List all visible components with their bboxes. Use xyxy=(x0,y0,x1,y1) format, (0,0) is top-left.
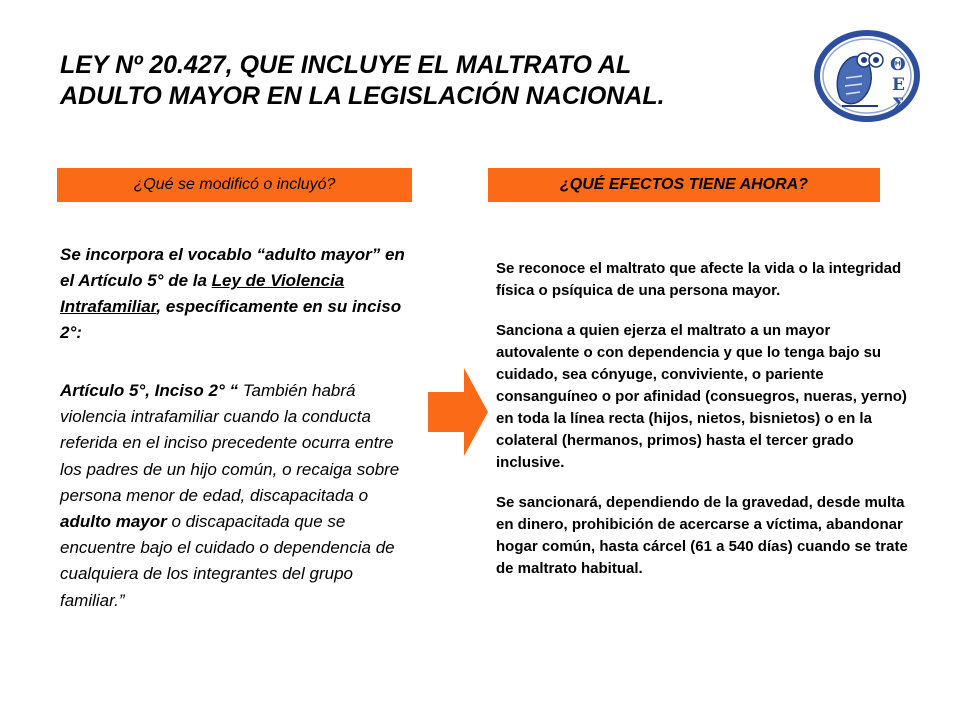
article-paragraph xyxy=(60,378,410,614)
left-header-text: ¿Qué se modificó o incluyó? xyxy=(133,176,336,193)
intro-text-2: , específicamente en su inciso 2°: xyxy=(60,297,402,342)
effect-item: Se sancionará, dependiendo de la gravedad, desde multa en dinero, prohibición de acercarse a víctima, abandonar hogar común, hasta cárcel (61 a 540 días) cuando se trate de maltrato habitual. xyxy=(496,494,908,577)
right-header-text: ¿QUÉ EFECTOS TIENE AHORA? xyxy=(559,176,808,193)
left-column-header xyxy=(57,168,412,202)
effects-list xyxy=(496,258,916,598)
right-arrow-icon xyxy=(428,368,488,456)
article-text-1: También habrá violencia intrafamiliar cuando la conducta referida en el inciso precedente ocurra entre los padres de un hijo común, o recaiga sobre persona menor de edad, discapacitada o xyxy=(60,381,400,505)
intro-paragraph xyxy=(60,242,410,346)
right-column-header xyxy=(488,168,880,202)
svg-text:Θ: Θ xyxy=(890,54,906,75)
article-text-2: o discapacitada que se encuentre bajo el cuidado o dependencia de cualquiera de los integrantes del grupo familiar.” xyxy=(60,512,395,610)
svg-text:Ε: Ε xyxy=(892,75,905,95)
title-line-2: ADULTO MAYOR EN LA LEGISLACIÓN NACIONAL. xyxy=(60,82,665,110)
page-title xyxy=(60,50,760,112)
owl-seal-logo xyxy=(812,28,922,124)
article-bold-term: adulto mayor xyxy=(60,512,167,532)
title-line-1: LEY Nº 20.427, QUE INCLUYE EL MALTRATO AL xyxy=(60,51,632,79)
svg-text:Σ: Σ xyxy=(892,95,905,115)
law-link[interactable]: Ley de Violencia Intrafamiliar xyxy=(60,271,345,316)
article-lead: Artículo 5°, Inciso 2° “ xyxy=(60,381,238,400)
intro-text-1: Se incorpora el vocablo “adulto mayor” en el Artículo 5° de la xyxy=(60,245,405,290)
effect-item: Se reconoce el maltrato que afecte la vida o la integridad física o psíquica de una persona mayor. xyxy=(496,260,902,299)
effect-item: Sanciona a quien ejerza el maltrato a un mayor autovalente o con dependencia y que lo tenga bajo su cuidado, sea cónyuge, conviviente, o pariente consanguíneo o por afinidad (consuegros, nueras, yerno) en toda la línea recta (hijos, nietos, bisnietos) o en la colateral (hermanos, primos) hasta el tercer grado inclusive. xyxy=(496,322,907,471)
